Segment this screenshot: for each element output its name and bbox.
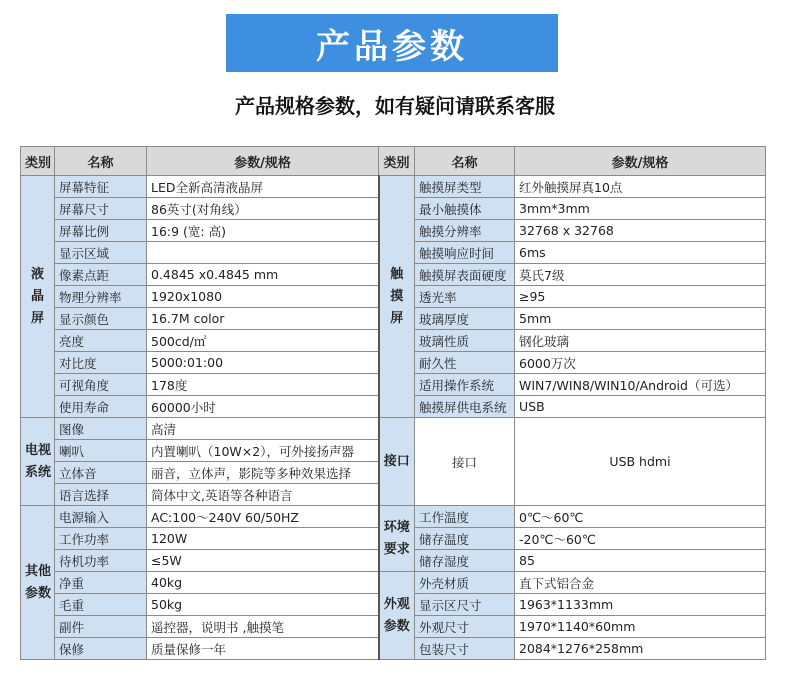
table-row — [21, 176, 766, 198]
param-name: 图像 — [55, 418, 147, 440]
param-name: 屏幕比例 — [55, 220, 147, 242]
header-name-left: 名称 — [55, 147, 147, 176]
param-value: LED全新高清液晶屏 — [147, 176, 379, 198]
param-value: 16:9 (宽: 高) — [147, 220, 379, 242]
spec-table — [20, 146, 766, 660]
param-value: 5000:01:00 — [147, 352, 379, 374]
param-name: 触摸屏供电系统 — [415, 396, 515, 418]
param-value: ≥95 — [515, 286, 766, 308]
param-name: 使用寿命 — [55, 396, 147, 418]
param-value: 85 — [515, 550, 766, 572]
param-value: 60000小时 — [147, 396, 379, 418]
param-value: 32768 x 32768 — [515, 220, 766, 242]
param-value: 120W — [147, 528, 379, 550]
page-subtitle: 产品规格参数，如有疑问请联系客服 — [235, 94, 555, 118]
param-name: 屏幕尺寸 — [55, 198, 147, 220]
param-value — [147, 242, 379, 264]
param-value: 3mm*3mm — [515, 198, 766, 220]
table-header-row — [21, 147, 766, 176]
param-name: 外壳材质 — [415, 572, 515, 594]
table-row — [21, 506, 766, 528]
param-value: 2084*1276*258mm — [515, 638, 766, 660]
param-name: 副件 — [55, 616, 147, 638]
category-cell: 接口 — [379, 418, 415, 506]
param-value: 丽音，立体声，影院等多种效果选择 — [147, 462, 379, 484]
param-name: 亮度 — [55, 330, 147, 352]
param-value: 红外触摸屏真10点 — [515, 176, 766, 198]
param-name: 触摸分辨率 — [415, 220, 515, 242]
param-name: 显示颜色 — [55, 308, 147, 330]
table-row — [21, 418, 766, 440]
param-value: 5mm — [515, 308, 766, 330]
param-name: 待机功率 — [55, 550, 147, 572]
param-name: 最小触摸体 — [415, 198, 515, 220]
param-name: 对比度 — [55, 352, 147, 374]
category-cell: 其他 参数 — [21, 506, 55, 660]
param-value: 16.7M color — [147, 308, 379, 330]
param-value: 高清 — [147, 418, 379, 440]
param-name: 耐久性 — [415, 352, 515, 374]
param-name: 触摸屏类型 — [415, 176, 515, 198]
param-name: 可视角度 — [55, 374, 147, 396]
param-value: 直下式铝合金 — [515, 572, 766, 594]
param-value: 0℃～60℃ — [515, 506, 766, 528]
header-spec-right: 参数/规格 — [515, 147, 766, 176]
param-name: 净重 — [55, 572, 147, 594]
spec-table-body — [21, 176, 766, 660]
param-value: ≤5W — [147, 550, 379, 572]
param-name: 玻璃性质 — [415, 330, 515, 352]
param-name: 显示区域 — [55, 242, 147, 264]
param-name: 储存湿度 — [415, 550, 515, 572]
param-value: 莫氏7级 — [515, 264, 766, 286]
param-value: 遥控器，说明书 ,触摸笔 — [147, 616, 379, 638]
param-name: 电源输入 — [55, 506, 147, 528]
param-value: USB hdmi — [515, 418, 766, 506]
param-name: 像素点距 — [55, 264, 147, 286]
param-name: 包装尺寸 — [415, 638, 515, 660]
param-value: 1920x1080 — [147, 286, 379, 308]
param-name: 保修 — [55, 638, 147, 660]
category-cell: 环境 要求 — [379, 506, 415, 572]
param-value: 0.4845 x0.4845 mm — [147, 264, 379, 286]
param-value: 钢化玻璃 — [515, 330, 766, 352]
header-category-left: 类别 — [21, 147, 55, 176]
param-value: 40kg — [147, 572, 379, 594]
param-name: 工作温度 — [415, 506, 515, 528]
param-name: 触摸响应时间 — [415, 242, 515, 264]
param-name: 接口 — [415, 418, 515, 506]
param-value: 6000万次 — [515, 352, 766, 374]
param-name: 喇叭 — [55, 440, 147, 462]
param-name: 外观尺寸 — [415, 616, 515, 638]
category-cell: 液 晶 屏 — [21, 176, 55, 418]
header-name-right: 名称 — [415, 147, 515, 176]
param-value: 质量保修一年 — [147, 638, 379, 660]
param-value: 178度 — [147, 374, 379, 396]
header-category-right: 类别 — [379, 147, 415, 176]
param-name: 毛重 — [55, 594, 147, 616]
page-banner: 产品参数 — [226, 14, 558, 72]
param-value: 6ms — [515, 242, 766, 264]
param-value: 86英寸(对角线） — [147, 198, 379, 220]
param-name: 屏幕特征 — [55, 176, 147, 198]
param-value: 1970*1140*60mm — [515, 616, 766, 638]
param-value: 50kg — [147, 594, 379, 616]
param-name: 触摸屏表面硬度 — [415, 264, 515, 286]
param-value: AC:100～240V 60/50HZ — [147, 506, 379, 528]
param-value: 1963*1133mm — [515, 594, 766, 616]
param-name: 透光率 — [415, 286, 515, 308]
param-name: 立体音 — [55, 462, 147, 484]
param-value: 500cd/㎡ — [147, 330, 379, 352]
param-value: -20℃～60℃ — [515, 528, 766, 550]
category-cell: 电视 系统 — [21, 418, 55, 506]
param-value: 简体中文,英语等各种语言 — [147, 484, 379, 506]
param-value: 内置喇叭（10W×2），可外接扬声器 — [147, 440, 379, 462]
param-value: USB — [515, 396, 766, 418]
param-name: 玻璃厚度 — [415, 308, 515, 330]
param-name: 工作功率 — [55, 528, 147, 550]
table-row — [21, 572, 766, 594]
param-name: 显示区尺寸 — [415, 594, 515, 616]
param-name: 语言选择 — [55, 484, 147, 506]
param-name: 适用操作系统 — [415, 374, 515, 396]
param-name: 储存温度 — [415, 528, 515, 550]
category-cell: 外观 参数 — [379, 572, 415, 660]
category-cell: 触 摸 屏 — [379, 176, 415, 418]
header-spec-left: 参数/规格 — [147, 147, 379, 176]
param-value: WIN7/WIN8/WIN10/Android（可选） — [515, 374, 766, 396]
param-name: 物理分辨率 — [55, 286, 147, 308]
